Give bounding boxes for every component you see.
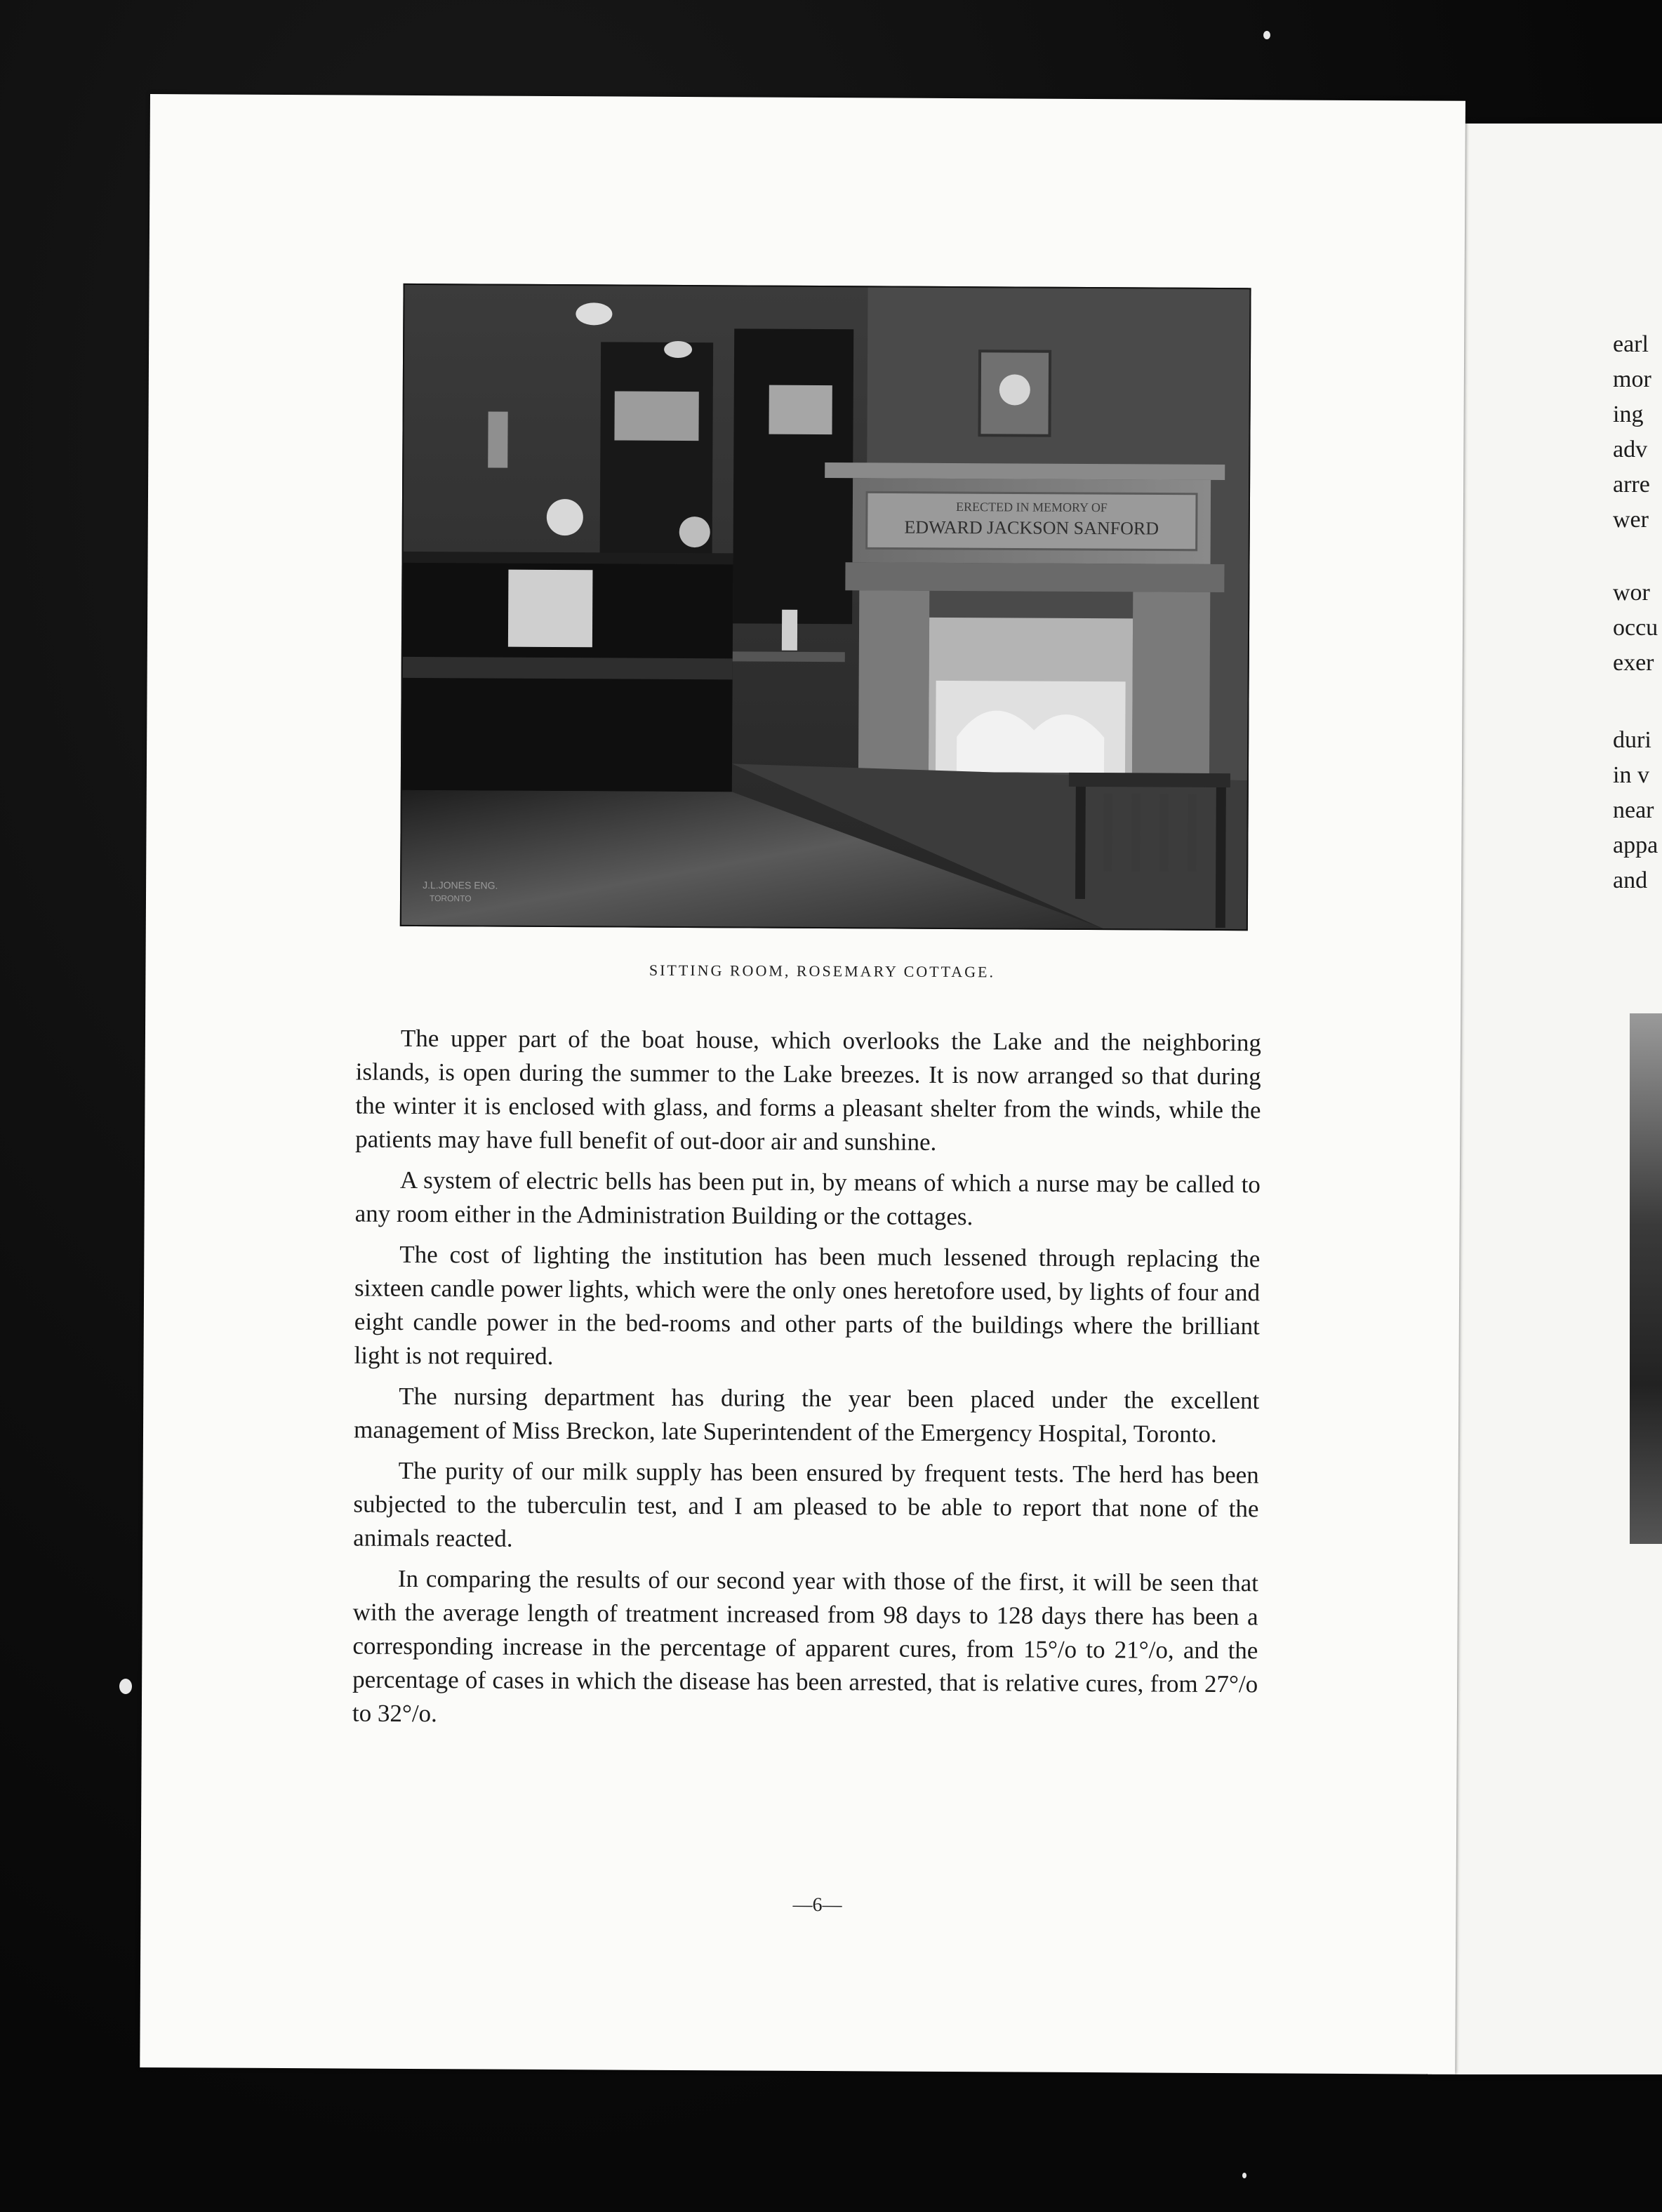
facing-page-text-fragment: appa bbox=[1613, 832, 1658, 858]
facing-page-text-fragment: wer bbox=[1613, 507, 1649, 533]
plaque-text-line2: EDWARD JACKSON SANFORD bbox=[904, 517, 1159, 539]
facing-page-text-fragment: mor bbox=[1613, 366, 1651, 392]
paragraph: A system of electric bells has been put in, by means of which a nurse may be called to any room either in the Administration Building or the cottages. bbox=[354, 1166, 1261, 1231]
paragraph: In comparing the results of our second year with those of the first, it will be seen that with the average length of treatment increased from 98 days to 128 days there has been a corresponding increase in the percentage of apparent cures, from 15°/o to 21°/o, and the percentage of cases in which the disease has been arrested, that is relative cures, from 27°/o to 32°/o. bbox=[352, 1564, 1259, 1728]
facing-page-text-fragment: exer bbox=[1613, 650, 1654, 676]
facing-page-photo bbox=[1630, 1013, 1662, 1544]
dust-speck bbox=[119, 1679, 132, 1694]
facing-page-text-fragment: duri bbox=[1613, 727, 1651, 753]
dust-speck bbox=[1263, 31, 1270, 39]
facing-page-text-fragment: adv bbox=[1613, 437, 1648, 462]
facing-page-text-fragment: earl bbox=[1613, 331, 1649, 357]
facing-page-text-fragment: ing bbox=[1613, 401, 1644, 427]
page-number: —6— bbox=[792, 1893, 842, 1917]
body-text bbox=[352, 1022, 1261, 1743]
photo-caption: SITTING ROOM, ROSEMARY COTTAGE. bbox=[649, 961, 996, 981]
dust-speck bbox=[1242, 2173, 1246, 2178]
facing-page-text-fragment: occu bbox=[1613, 615, 1658, 641]
paragraph: The purity of our milk supply has been ensured by frequent tests. The herd has been subjected to the tuberculin test, and I am pleased to be able to report that none of the animals reacted. bbox=[353, 1456, 1259, 1552]
facing-page-text-fragment: in v bbox=[1613, 762, 1649, 788]
facing-page-text-fragment: wor bbox=[1613, 580, 1650, 606]
facing-page-text-fragment: arre bbox=[1613, 472, 1650, 498]
sitting-room-photo bbox=[400, 284, 1251, 931]
paragraph: The upper part of the boat house, which overlooks the Lake and the neighboring islands, is open during the summer to the Lake breezes. It is now arranged so that during the winter it is enclosed with glass, and forms a pleasant shelter from the winds, while the patients may have full benefit of out-door air and sunshine. bbox=[355, 1024, 1262, 1156]
engraver-city: TORONTO bbox=[429, 893, 472, 904]
paragraph: The cost of lighting the institution has been much lessened through replacing the sixteen candle power lights, which were the only ones heretofore used, by lights of four and eight candle power in the bed-rooms and other parts of the buildings where the brilliant light is not required. bbox=[354, 1240, 1261, 1371]
paragraph: The nursing department has during the year been placed under the excellent management of Miss Breckon, late Superintendent of the Emergency Hospital, Toronto. bbox=[353, 1382, 1260, 1448]
engraver-mark: J.L.JONES ENG. bbox=[423, 879, 498, 891]
left-page bbox=[140, 94, 1465, 2074]
facing-page-text-fragment: and bbox=[1613, 867, 1648, 893]
plaque-text-line1: ERECTED IN MEMORY OF bbox=[955, 500, 1108, 515]
facing-page-text-fragment: near bbox=[1613, 797, 1654, 823]
